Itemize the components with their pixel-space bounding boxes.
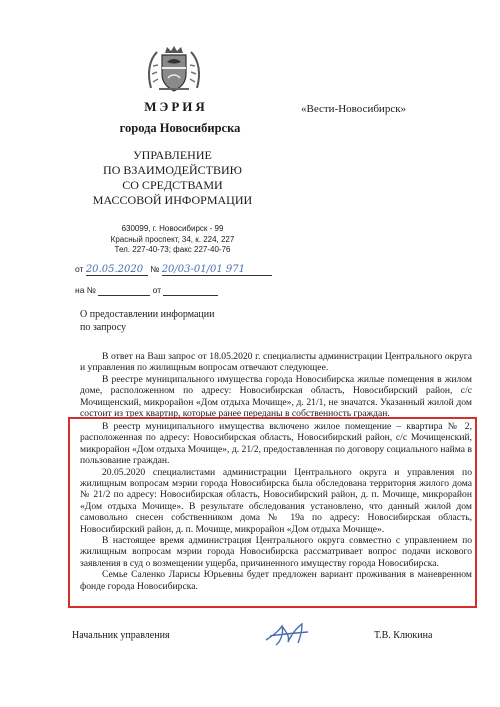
department-name: [90, 148, 255, 208]
handwritten-signature: [262, 618, 312, 648]
reference-number-label: на №: [75, 285, 96, 295]
recipient-name: «Вести-Новосибирск»: [301, 103, 407, 115]
subject-line: по запросу: [80, 322, 127, 333]
from-label: от: [75, 264, 84, 274]
outgoing-date-line: [75, 264, 272, 276]
signatory-name: Т.В. Клюкина: [374, 630, 433, 641]
department-address: [80, 224, 265, 256]
body-paragraph: В реестре муниципального имущества города Новосибирска жилые помещения в жилом доме, расположенном по адресу: Новосибирская область, Новосибирский район, с/с Мочищенский, микрорайон «Дом отдыха Мочище», д. 21/1, не значатся. Указанный жилой дом состоит из трех квартир, которые ранее переданы в собственность граждан.: [80, 373, 472, 420]
department-line: УПРАВЛЕНИЕ: [133, 148, 212, 162]
department-line: СО СРЕДСТВАМИ: [122, 178, 223, 192]
body-paragraph: 20.05.2020 специалистами администрации Центрального округа и управления по жилищным вопросам мэрии города Новосибирска была обследована территория жилого дома № 21/2 по адресу: Новосибирская область, Новосибирский район, д. п. Мочище, микрорайон «Дом отдыха Мочище». В результате обследования установлено, что данный жилой дом самовольно снесен собственником дома № 19а по адресу: Новосибирская область, Новосибирский район, д. п. Мочище, микрорайон «Дом отдыха Мочище».: [80, 466, 472, 535]
city-coat-of-arms-emblem: [145, 44, 203, 94]
body-paragraph: В настоящее время администрация Центрального округа совместно с управлением по жилищным вопросам мэрии города Новосибирска рассматривает вопрос подачи искового заявления в суд о возмещении ущерба, причиненного имуществу города Новосибирска.: [80, 535, 472, 569]
city-title: города Новосибирска: [119, 121, 241, 135]
reference-date-blank: [163, 285, 218, 296]
body-paragraph: Семье Саленко Ларисы Юрьевны будет предложен вариант проживания в маневренном фонде города Новосибирска.: [80, 569, 472, 592]
department-line: ПО ВЗАИМОДЕЙСТВИЮ: [103, 163, 242, 177]
number-label: №: [150, 264, 160, 274]
body-paragraph: В ответ на Ваш запрос от 18.05.2020 г. специалисты администрации Центрального округа и управления по жилищным вопросам отвечают следующее.: [80, 351, 472, 374]
address-line: Красный проспект, 34, к. 224, 227: [110, 234, 235, 244]
letter-subject: [80, 308, 240, 334]
department-line: МАССОВОЙ ИНФОРМАЦИИ: [92, 193, 253, 207]
highlighted-body: [80, 421, 472, 592]
signatory-title: Начальник управления: [72, 630, 170, 641]
letter-body: [80, 351, 472, 419]
reference-from-label: от: [152, 285, 162, 295]
handwritten-date: 20.05.2020: [86, 264, 148, 276]
handwritten-number: 20/03-01/01 971: [162, 264, 272, 276]
reference-number-blank: [98, 285, 150, 296]
address-line: Тел. 227-40-73; факс 227-40-76: [114, 245, 231, 254]
reference-line: [75, 285, 218, 296]
subject-line: О предоставлении информации: [80, 309, 215, 320]
mayor-office-title: МЭРИЯ: [144, 99, 208, 114]
address-line: 630099, г. Новосибирск - 99: [121, 224, 224, 233]
body-paragraph: В реестр муниципального имущества включено жилое помещение – квартира № 2, расположенная по адресу: Новосибирская область, Новосибирский район, с/с Мочищенский, микрорайон «Дом отдыха Мочище», д. 21/2, предоставленная по договору социального найма в пользование граждан.: [80, 421, 472, 467]
